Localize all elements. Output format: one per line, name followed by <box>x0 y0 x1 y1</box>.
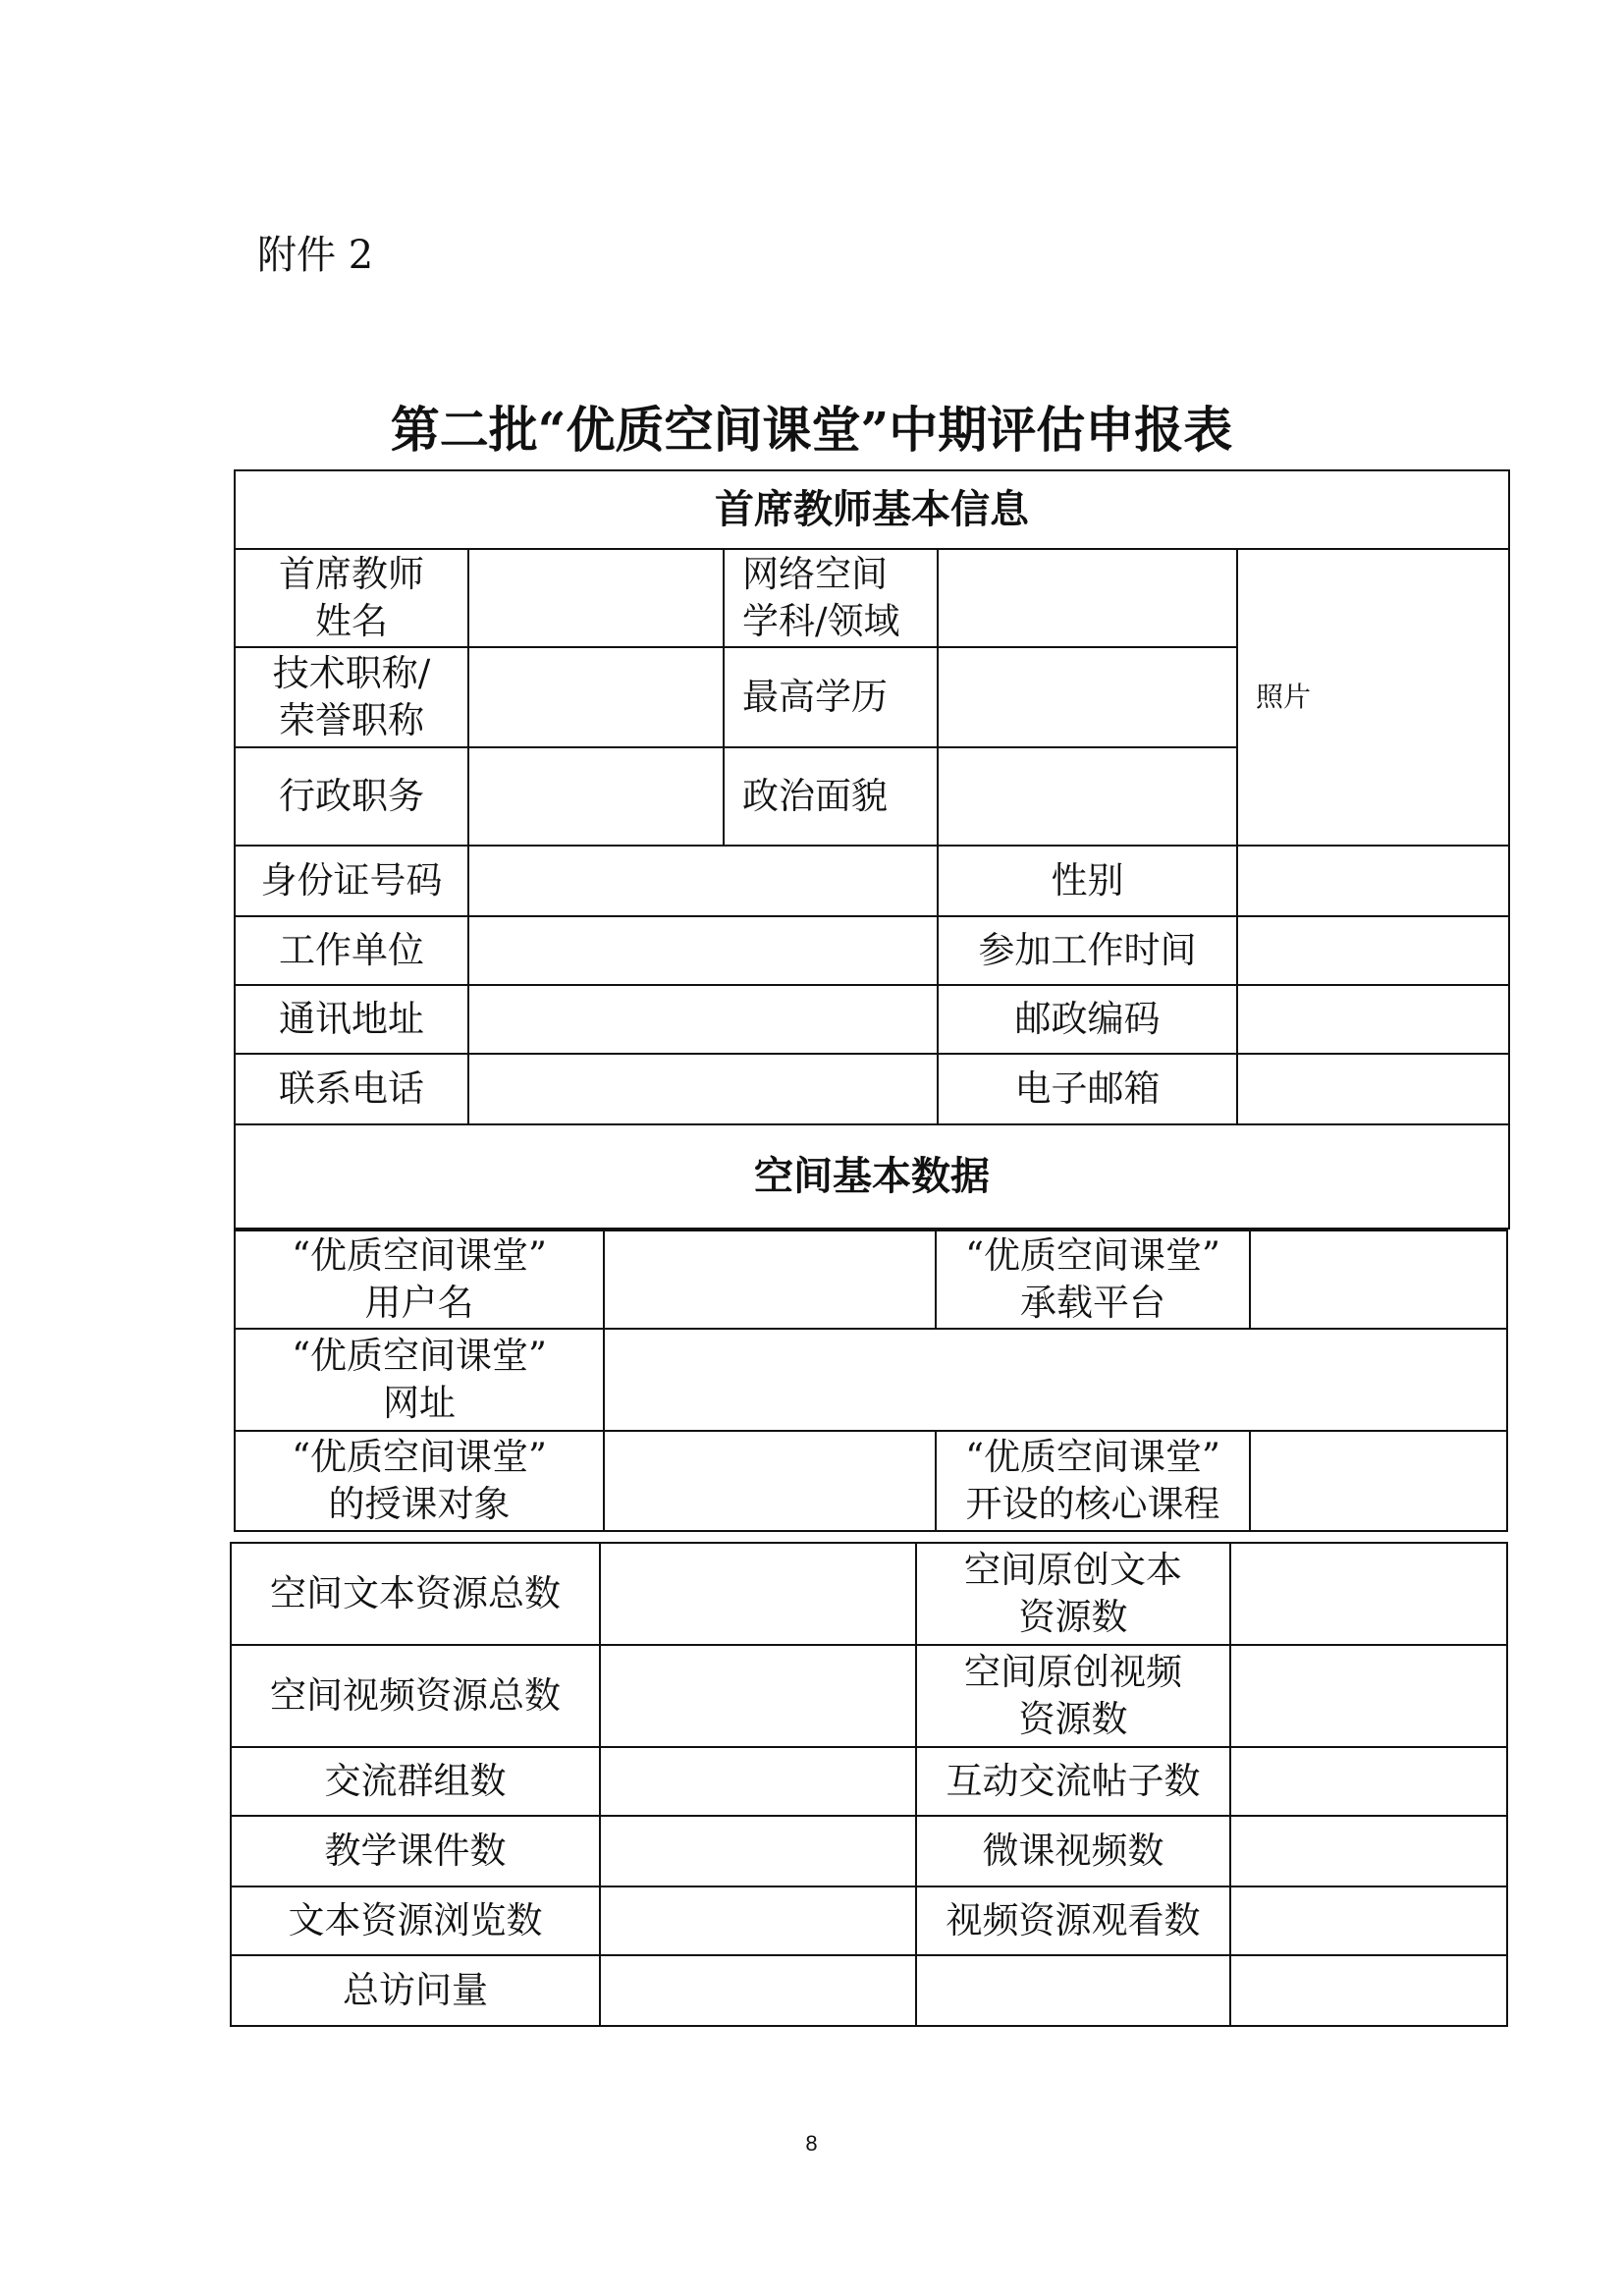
label-micro-video: 微课视频数 <box>916 1816 1230 1886</box>
label-education: 最高学历 <box>724 647 938 747</box>
page-number: 8 <box>805 2131 818 2156</box>
label-platform: “优质空间课堂” 承载平台 <box>936 1230 1250 1329</box>
empty-cell <box>1230 1955 1507 2026</box>
label-username: “优质空间课堂” 用户名 <box>235 1230 604 1329</box>
resource-stats-table <box>230 1542 1508 2027</box>
label-work-start: 参加工作时间 <box>938 916 1237 985</box>
field-text-total[interactable] <box>600 1543 916 1645</box>
field-title-rank[interactable] <box>468 647 724 747</box>
label-text-views: 文本资源浏览数 <box>231 1886 600 1955</box>
field-work-start[interactable] <box>1237 916 1509 985</box>
label-video-total: 空间视频资源总数 <box>231 1645 600 1747</box>
field-text-original[interactable] <box>1230 1543 1507 1645</box>
field-teacher-name[interactable] <box>468 549 724 647</box>
field-username[interactable] <box>604 1230 936 1329</box>
field-education[interactable] <box>938 647 1237 747</box>
label-title-rank: 技术职称/ 荣誉职称 <box>235 647 468 747</box>
field-political[interactable] <box>938 747 1237 846</box>
photo-box[interactable]: 照片 <box>1237 549 1509 846</box>
field-phone[interactable] <box>468 1054 938 1124</box>
field-posts[interactable] <box>1230 1747 1507 1816</box>
space-info-table <box>234 1230 1508 1532</box>
label-work-unit: 工作单位 <box>235 916 468 985</box>
field-email[interactable] <box>1237 1054 1509 1124</box>
teacher-info-table <box>234 469 1510 1230</box>
field-url[interactable] <box>604 1329 1507 1431</box>
section-teacher-info: 首席教师基本信息 <box>235 470 1509 549</box>
field-gender[interactable] <box>1237 846 1509 916</box>
field-core-course[interactable] <box>1250 1431 1507 1531</box>
label-video-original: 空间原创视频 资源数 <box>916 1645 1230 1747</box>
label-url: “优质空间课堂” 网址 <box>235 1329 604 1431</box>
field-courseware[interactable] <box>600 1816 916 1886</box>
field-micro-video[interactable] <box>1230 1816 1507 1886</box>
label-id-number: 身份证号码 <box>235 846 468 916</box>
label-text-original: 空间原创文本 资源数 <box>916 1543 1230 1645</box>
label-audience: “优质空间课堂” 的授课对象 <box>235 1431 604 1531</box>
label-postcode: 邮政编码 <box>938 985 1237 1054</box>
label-groups: 交流群组数 <box>231 1747 600 1816</box>
field-id-number[interactable] <box>468 846 938 916</box>
label-political: 政治面貌 <box>724 747 938 846</box>
field-address[interactable] <box>468 985 938 1054</box>
attachment-label: 附件 2 <box>257 233 374 278</box>
label-posts: 互动交流帖子数 <box>916 1747 1230 1816</box>
field-video-original[interactable] <box>1230 1645 1507 1747</box>
field-total-visits[interactable] <box>600 1955 916 2026</box>
label-admin-post: 行政职务 <box>235 747 468 846</box>
label-phone: 联系电话 <box>235 1054 468 1124</box>
label-video-views: 视频资源观看数 <box>916 1886 1230 1955</box>
empty-cell <box>916 1955 1230 2026</box>
label-teacher-name: 首席教师 姓名 <box>235 549 468 647</box>
label-subject: 网络空间 学科/领域 <box>724 549 938 647</box>
field-postcode[interactable] <box>1237 985 1509 1054</box>
label-email: 电子邮箱 <box>938 1054 1237 1124</box>
field-video-views[interactable] <box>1230 1886 1507 1955</box>
label-text-total: 空间文本资源总数 <box>231 1543 600 1645</box>
label-gender: 性别 <box>938 846 1237 916</box>
field-video-total[interactable] <box>600 1645 916 1747</box>
field-work-unit[interactable] <box>468 916 938 985</box>
section-space-data: 空间基本数据 <box>235 1124 1509 1229</box>
label-address: 通讯地址 <box>235 985 468 1054</box>
field-subject[interactable] <box>938 549 1237 647</box>
label-courseware: 教学课件数 <box>231 1816 600 1886</box>
field-text-views[interactable] <box>600 1886 916 1955</box>
field-admin-post[interactable] <box>468 747 724 846</box>
form-title: 第二批“优质空间课堂”中期评估申报表 <box>390 401 1233 459</box>
field-platform[interactable] <box>1250 1230 1507 1329</box>
label-total-visits: 总访问量 <box>231 1955 600 2026</box>
field-audience[interactable] <box>604 1431 936 1531</box>
label-core-course: “优质空间课堂” 开设的核心课程 <box>936 1431 1250 1531</box>
field-groups[interactable] <box>600 1747 916 1816</box>
